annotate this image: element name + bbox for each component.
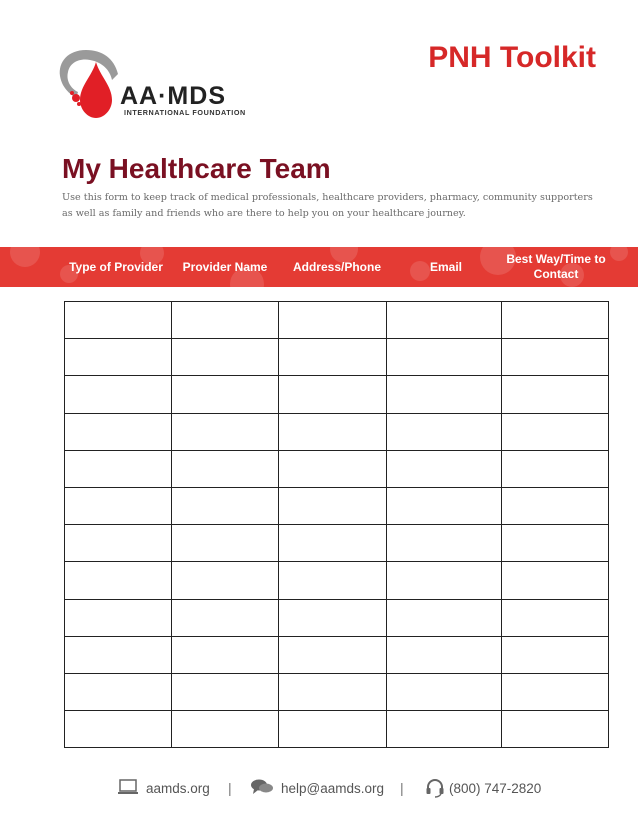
- table-cell[interactable]: [279, 376, 387, 413]
- table-cell[interactable]: [279, 302, 387, 339]
- table-cell[interactable]: [65, 562, 172, 599]
- logo: [56, 48, 246, 122]
- table-cell[interactable]: [65, 376, 172, 413]
- chat-icon: [250, 778, 274, 801]
- table-cell[interactable]: [279, 487, 387, 524]
- laptop-icon: [118, 778, 138, 801]
- header-type-of-provider: Type of Provider: [69, 259, 163, 274]
- table-row: [65, 376, 609, 413]
- table-cell[interactable]: [279, 450, 387, 487]
- logo-name: AA·MDS: [120, 82, 226, 110]
- table-row: [65, 711, 609, 748]
- table-row: [65, 487, 609, 524]
- table-cell[interactable]: [172, 487, 279, 524]
- table-cell[interactable]: [172, 636, 279, 673]
- table-cell[interactable]: [65, 302, 172, 339]
- table-cell[interactable]: [387, 413, 502, 450]
- table-row: [65, 525, 609, 562]
- table-cell[interactable]: [172, 562, 279, 599]
- footer-website[interactable]: aamds.org: [146, 781, 210, 796]
- table-cell[interactable]: [279, 525, 387, 562]
- table-cell[interactable]: [502, 376, 609, 413]
- table-cell[interactable]: [65, 599, 172, 636]
- table-cell[interactable]: [279, 413, 387, 450]
- table-cell[interactable]: [387, 562, 502, 599]
- footer-separator: |: [400, 780, 404, 796]
- table-row: [65, 673, 609, 710]
- table-cell[interactable]: [65, 525, 172, 562]
- table-cell[interactable]: [502, 339, 609, 376]
- table-cell[interactable]: [172, 339, 279, 376]
- headset-icon: [425, 778, 445, 803]
- table-cell[interactable]: [387, 673, 502, 710]
- table-cell[interactable]: [65, 636, 172, 673]
- logo-subtitle: INTERNATIONAL FOUNDATION: [124, 108, 246, 117]
- table-cell[interactable]: [172, 413, 279, 450]
- table-row: [65, 599, 609, 636]
- table-cell[interactable]: [65, 413, 172, 450]
- footer-phone[interactable]: (800) 747-2820: [449, 781, 542, 796]
- table-cell[interactable]: [387, 599, 502, 636]
- table-cell[interactable]: [65, 673, 172, 710]
- table-cell[interactable]: [502, 302, 609, 339]
- table-cell[interactable]: [387, 450, 502, 487]
- table-cell[interactable]: [387, 339, 502, 376]
- table-cell[interactable]: [502, 673, 609, 710]
- table-cell[interactable]: [279, 339, 387, 376]
- table-cell[interactable]: [65, 450, 172, 487]
- table-cell[interactable]: [387, 302, 502, 339]
- header-best-way-time: Best Way/Time to Contact: [506, 252, 606, 281]
- table-cell[interactable]: [172, 525, 279, 562]
- table-cell[interactable]: [502, 450, 609, 487]
- table-cell[interactable]: [387, 487, 502, 524]
- table-cell[interactable]: [172, 376, 279, 413]
- table-cell[interactable]: [502, 487, 609, 524]
- intro-text: Use this form to keep track of medical professionals, healthcare providers, pharmacy, community supporters as well as family and friends who are there to help you on your healthcare journey.: [62, 192, 593, 219]
- table-row: [65, 339, 609, 376]
- table-cell[interactable]: [279, 562, 387, 599]
- table-cell[interactable]: [172, 673, 279, 710]
- table-cell[interactable]: [172, 599, 279, 636]
- toolkit-title: PNH Toolkit: [428, 41, 596, 74]
- table-cell[interactable]: [502, 599, 609, 636]
- table-cell[interactable]: [502, 413, 609, 450]
- table-cell[interactable]: [502, 525, 609, 562]
- table-row: [65, 636, 609, 673]
- table-cell[interactable]: [172, 302, 279, 339]
- table-cell[interactable]: [387, 636, 502, 673]
- table-cell[interactable]: [279, 636, 387, 673]
- table-cell[interactable]: [279, 673, 387, 710]
- table-cell[interactable]: [65, 711, 172, 748]
- table-cell[interactable]: [279, 711, 387, 748]
- page-title: My Healthcare Team: [62, 153, 331, 184]
- header-email: Email: [429, 259, 462, 274]
- table-row: [65, 413, 609, 450]
- table-cell[interactable]: [279, 599, 387, 636]
- footer-separator: |: [228, 780, 232, 796]
- table-cell[interactable]: [502, 711, 609, 748]
- table-cell[interactable]: [502, 562, 609, 599]
- table-cell[interactable]: [387, 711, 502, 748]
- header-provider-name: Provider Name: [182, 259, 268, 274]
- table-row: [65, 302, 609, 339]
- table-cell[interactable]: [172, 450, 279, 487]
- footer-email[interactable]: help@aamds.org: [281, 781, 385, 796]
- footer: [0, 775, 638, 803]
- healthcare-team-table: [64, 301, 609, 748]
- table-cell[interactable]: [387, 525, 502, 562]
- header-address-phone: Address/Phone: [292, 259, 382, 274]
- table-row: [65, 450, 609, 487]
- table-cell[interactable]: [65, 339, 172, 376]
- table-cell[interactable]: [172, 711, 279, 748]
- table-cell[interactable]: [502, 636, 609, 673]
- table-header-band: [0, 247, 638, 287]
- table-cell[interactable]: [387, 376, 502, 413]
- table-cell[interactable]: [65, 487, 172, 524]
- table-row: [65, 562, 609, 599]
